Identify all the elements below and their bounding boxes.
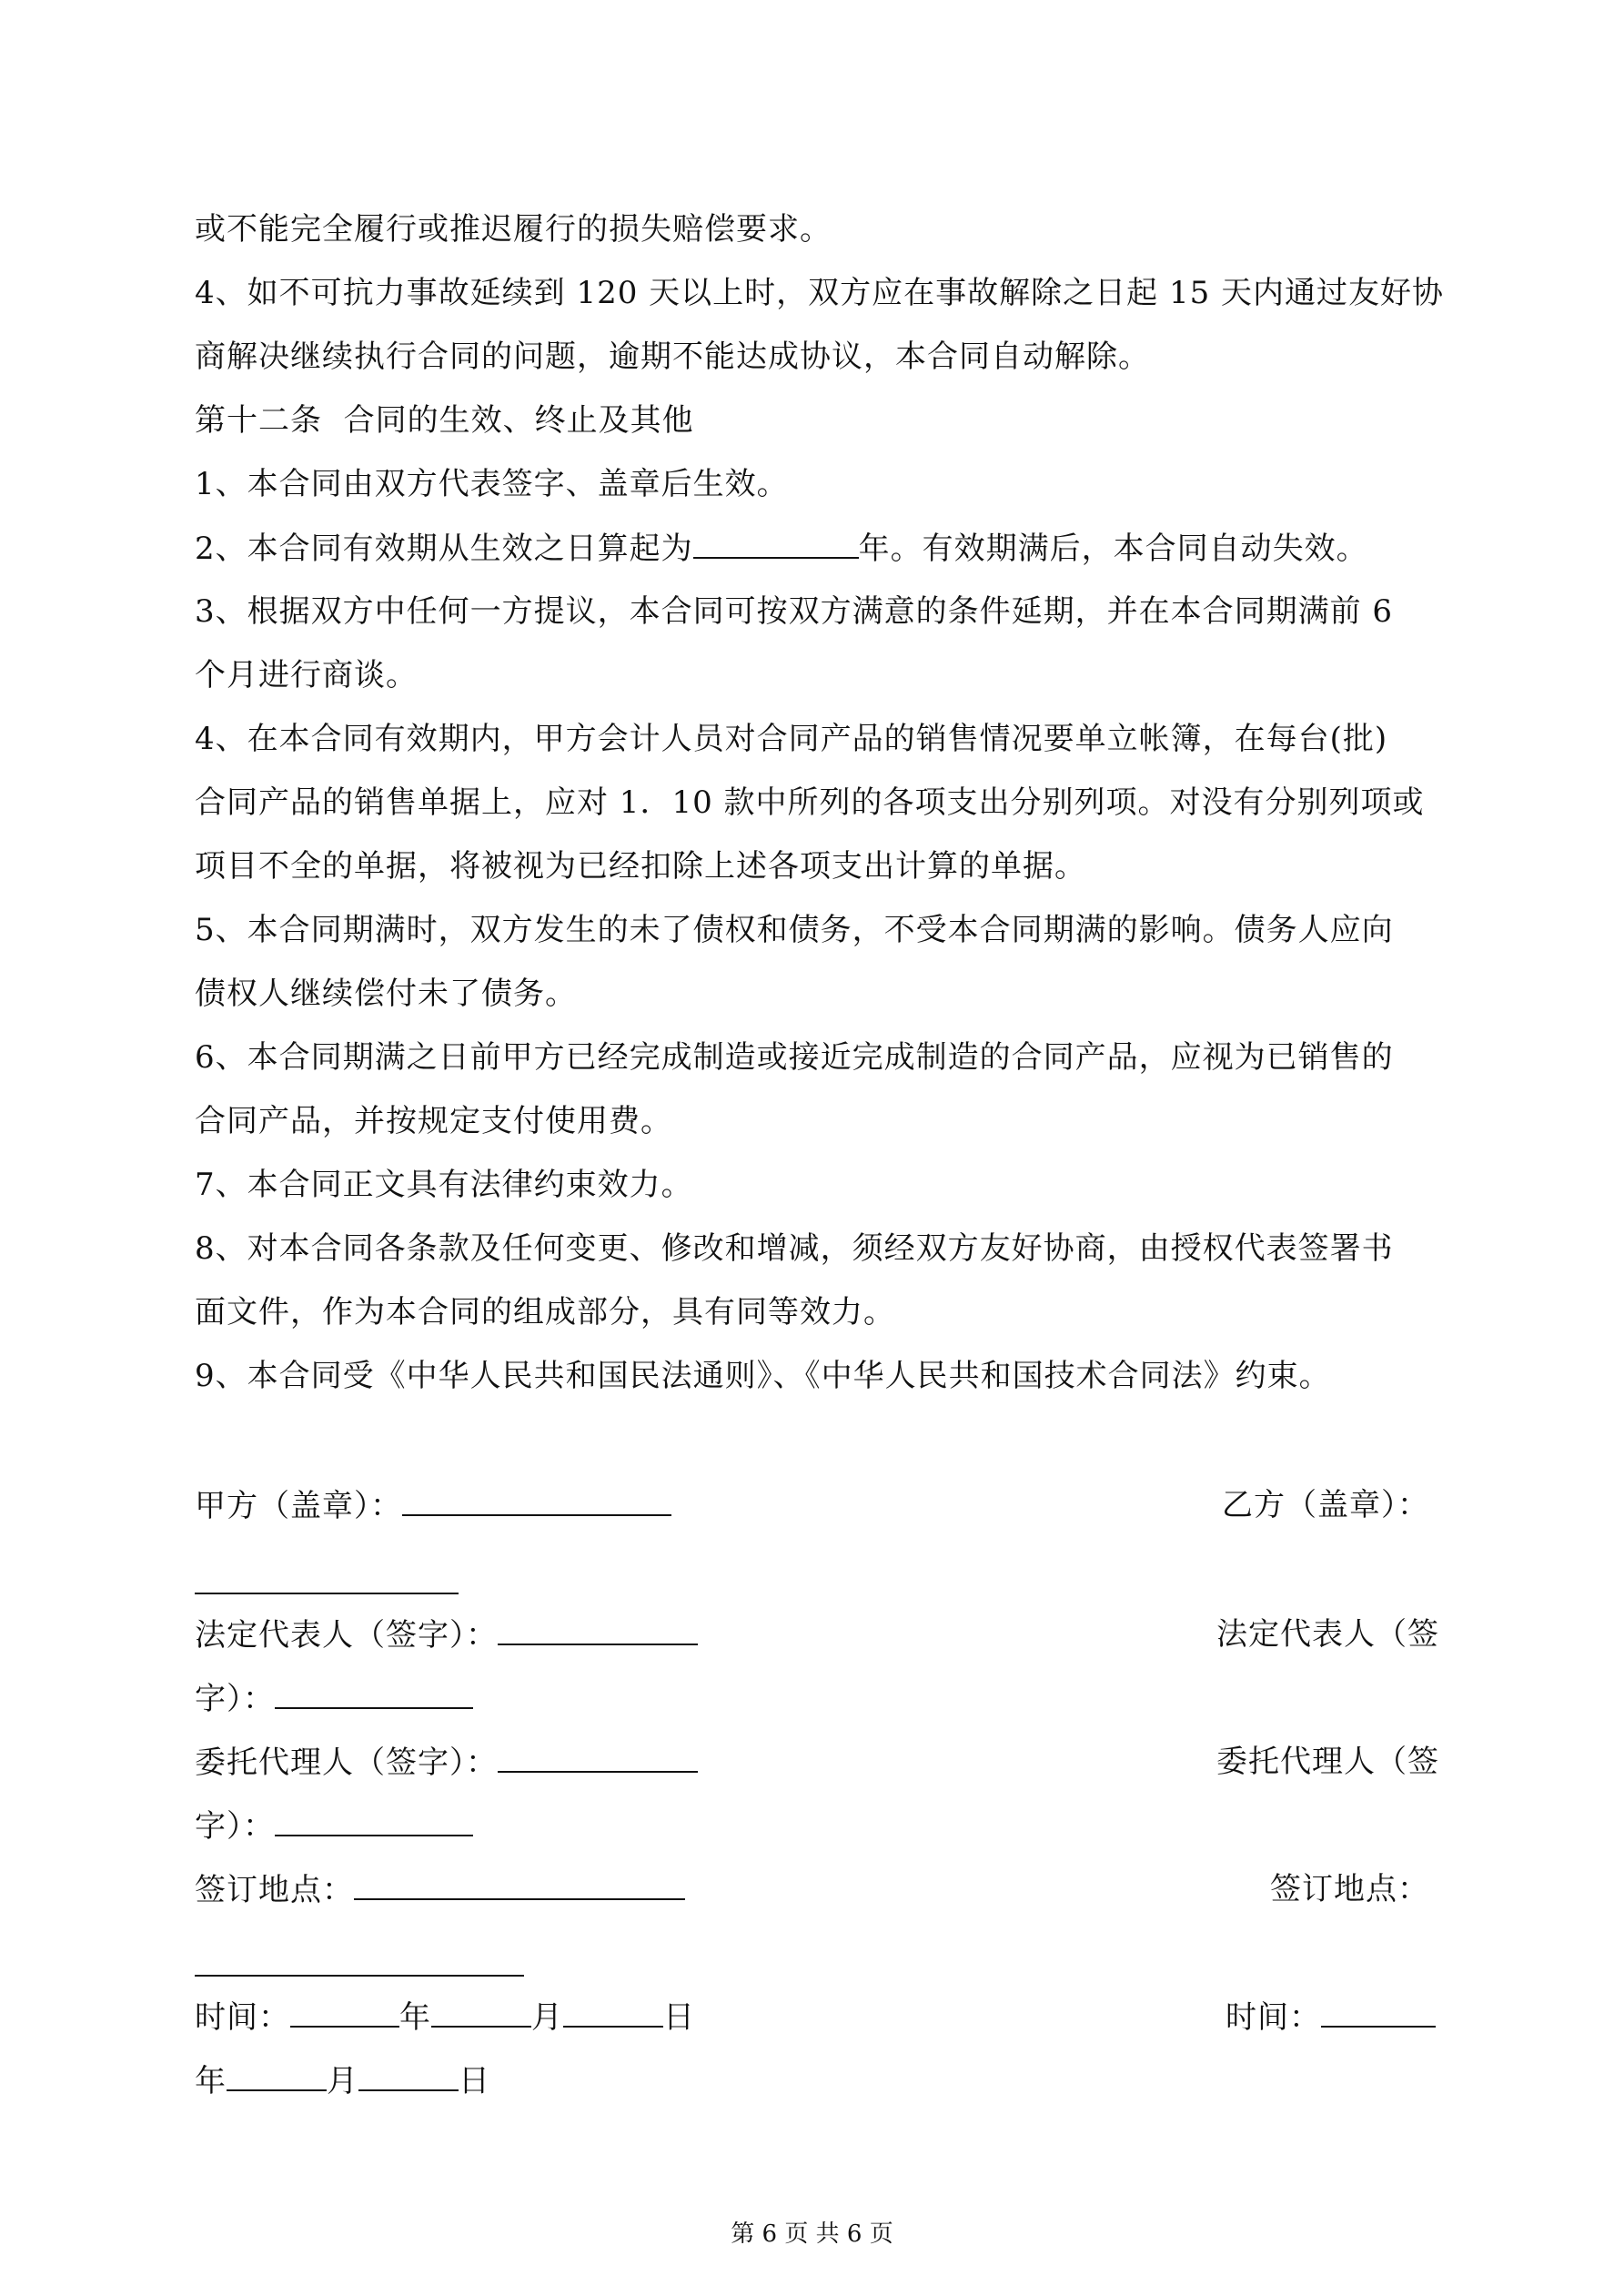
blank-line — [1321, 1998, 1436, 2028]
clause-7: 7、本合同正文具有法律约束效力。 — [195, 1167, 693, 1203]
party-b-label: 乙方（盖章）： — [1222, 1487, 1429, 1523]
legal-rep-a — [195, 1616, 698, 1654]
blank-line — [195, 1565, 459, 1594]
blank-line — [358, 2062, 459, 2091]
blank-line — [431, 1998, 531, 2028]
agent-b-label-cont: 字）： — [195, 1808, 275, 1845]
article-heading: 第十二条 合同的生效、终止及其他 — [195, 402, 694, 439]
paragraph-line: 4、如不可抗力事故延续到 120 天以上时，双方应在事故解除之日起 15 天内通过友好协 — [195, 275, 1445, 311]
legal-rep-a-label: 法定代表人（签字）： — [195, 1617, 498, 1654]
legal-rep-b-cont — [195, 1680, 473, 1717]
party-a-label: 甲方（盖章）： — [195, 1488, 402, 1524]
clause-2 — [195, 530, 1368, 567]
blank-line — [227, 2062, 327, 2091]
place-a — [195, 1871, 685, 1908]
time-b — [1226, 1998, 1436, 2036]
year-label: 年 — [195, 2063, 227, 2099]
year-label: 年 — [399, 1999, 431, 2036]
legal-rep-b-label-cont: 字）： — [195, 1681, 275, 1717]
paragraph-line: 商解决继续执行合同的问题，逾期不能达成协议，本合同自动解除。 — [195, 339, 1150, 375]
time-b-cont — [195, 2062, 490, 2099]
blank-line — [354, 1871, 685, 1900]
blank-line — [275, 1807, 473, 1836]
clause-8: 面文件，作为本合同的组成部分，具有同等效力。 — [195, 1294, 895, 1330]
day-label: 日 — [459, 2063, 490, 2099]
clause-8: 8、对本合同各条款及任何变更、修改和增减，须经双方友好协商，由授权代表签署书 — [195, 1230, 1394, 1267]
blank-line — [275, 1680, 473, 1709]
clause-4: 4、在本合同有效期内，甲方会计人员对合同产品的销售情况要单立帐簿，在每台(批) — [195, 721, 1388, 757]
blank-line — [498, 1616, 698, 1645]
clause-5: 债权人继续偿付未了债务。 — [195, 976, 577, 1012]
blank-line — [693, 530, 859, 559]
legal-rep-b-label: 法定代表人（签 — [1216, 1616, 1439, 1653]
paragraph-line: 或不能完全履行或推迟履行的损失赔偿要求。 — [195, 211, 832, 248]
clause-2-text: 年。有效期满后，本合同自动失效。 — [858, 531, 1368, 567]
clause-4: 合同产品的销售单据上，应对 1．10 款中所列的各项支出分别列项。对没有分别列项或 — [195, 784, 1425, 821]
clause-5: 5、本合同期满时，双方发生的未了债权和债务，不受本合同期满的影响。债务人应向 — [195, 912, 1394, 948]
time-b-label: 时间： — [1226, 1999, 1321, 2036]
clause-6: 合同产品，并按规定支付使用费。 — [195, 1103, 672, 1139]
agent-a — [195, 1744, 698, 1781]
agent-a-label: 委托代理人（签字）： — [195, 1745, 498, 1781]
clause-3: 3、根据双方中任何一方提议，本合同可按双方满意的条件延期，并在本合同期满前 6 — [195, 593, 1394, 630]
clause-6: 6、本合同期满之日前甲方已经完成制造或接近完成制造的合同产品，应视为已销售的 — [195, 1039, 1394, 1076]
party-a-seal — [195, 1487, 671, 1524]
month-label: 月 — [327, 2063, 358, 2099]
agent-b-cont — [195, 1807, 473, 1845]
day-label: 日 — [663, 1999, 695, 2036]
blank-line — [563, 1998, 663, 2028]
page-number: 第 6 页 共 6 页 — [731, 2220, 893, 2248]
month-label: 月 — [531, 1999, 563, 2036]
place-b-label: 签订地点： — [1270, 1871, 1429, 1907]
blank-line — [498, 1744, 698, 1773]
blank-line — [290, 1998, 399, 2028]
clause-1: 1、本合同由双方代表签字、盖章后生效。 — [195, 466, 789, 502]
clause-2-text: 2、本合同有效期从生效之日算起为 — [195, 531, 693, 567]
clause-4: 项目不全的单据，将被视为已经扣除上述各项支出计算的单据。 — [195, 848, 1086, 885]
time-a — [195, 1998, 695, 2036]
time-a-label: 时间： — [195, 1999, 290, 2036]
clause-3: 个月进行商谈。 — [195, 657, 418, 693]
place-a-label: 签订地点： — [195, 1872, 354, 1908]
agent-b-label: 委托代理人（签 — [1216, 1744, 1439, 1780]
place-b-line — [195, 1947, 524, 1985]
clause-9: 9、本合同受《中华人民共和国民法通则》、《中华人民共和国技术合同法》约束。 — [195, 1358, 1331, 1394]
blank-line — [402, 1487, 671, 1516]
party-b-seal — [195, 1565, 459, 1603]
blank-line — [195, 1947, 524, 1977]
